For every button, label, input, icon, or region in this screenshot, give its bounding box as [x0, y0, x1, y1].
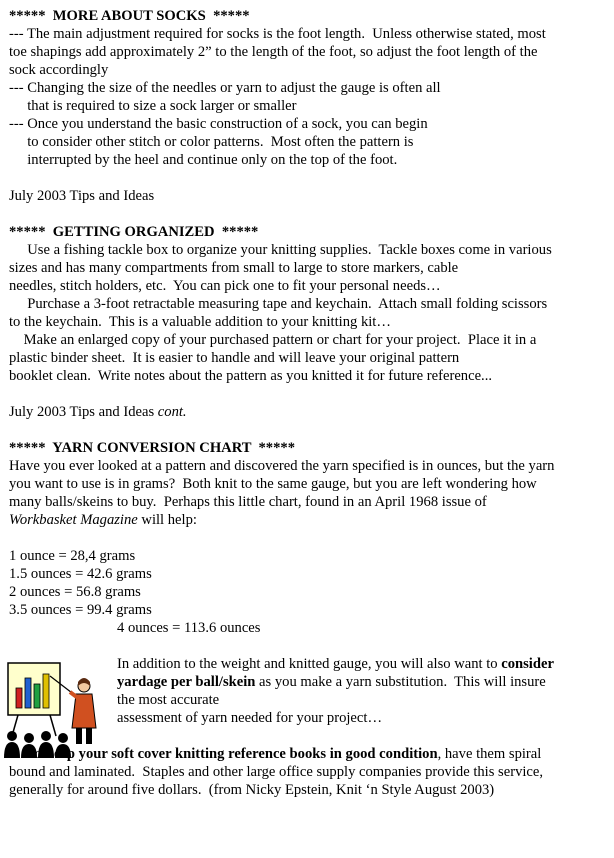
organized-line: sizes and has many compartments from small to large to store markers, cable: [9, 260, 459, 276]
books-line: bound and laminated. Staples and other large office supply companies provide this service,: [9, 764, 544, 780]
organized-line: Purchase a 3-foot retractable measuring tape and keychain. Attach small folding scissors: [9, 296, 548, 312]
books-line: [9, 745, 541, 763]
conversion-row: 4 ounces = 113.6 ounces: [117, 620, 261, 636]
presenter-chart-audience-clipart: [2, 658, 110, 758]
bar-yellow: [43, 674, 49, 708]
books-line: generally for around five dollars. (from Nicky Epstein, Knit ‘n Style August 2003): [9, 782, 495, 798]
books-bold: keep your soft cover knitting reference books in good condition: [45, 746, 438, 762]
date-line-cont: [9, 403, 187, 421]
yarn-heading: ***** YARN CONVERSION CHART *****: [9, 440, 295, 456]
socks-line: --- The main adjustment required for socks is the foot length. Unless otherwise stated, most: [9, 26, 546, 42]
bar-green: [34, 684, 40, 708]
conversion-row: 2 ounces = 56.8 grams: [9, 584, 141, 600]
addition-text: In addition to the weight and knitted gauge, you will also want to: [117, 656, 502, 672]
conversion-row: 1.5 ounces = 42.6 grams: [9, 566, 152, 582]
addition-line: the most accurate: [117, 692, 220, 708]
organized-line: Make an enlarged copy of your purchased pattern or chart for your project. Place it in a: [9, 332, 537, 348]
addition-line: [117, 655, 554, 673]
addition-line: [117, 673, 546, 691]
presenter-leg: [76, 728, 82, 744]
addition-bold: yardage per ball/skein: [117, 674, 256, 690]
socks-line: --- Once you understand the basic construction of a sock, you can begin: [9, 116, 428, 132]
addition-text: as you make a yarn substitution. This will insure: [255, 674, 546, 690]
organized-line: Use a fishing tackle box to organize your knitting supplies. Tackle boxes come in various: [9, 242, 552, 258]
yarn-line-magazine: [9, 511, 197, 529]
presenter-leg: [86, 728, 92, 744]
addition-line: assessment of yarn needed for your project…: [117, 710, 383, 726]
date-line: July 2003 Tips and Ideas: [9, 188, 155, 204]
organized-line: to the keychain. This is a valuable addition to your knitting kit…: [9, 314, 391, 330]
socks-line: sock accordingly: [9, 62, 109, 78]
socks-line: interrupted by the heel and continue only on the top of the foot.: [9, 152, 398, 168]
magazine-title: Workbasket Magazine: [9, 512, 138, 528]
presenter-body: [72, 694, 96, 728]
books-after: , have them spiral: [437, 746, 542, 762]
books-lead: To: [9, 746, 46, 762]
addition-bold: consider: [501, 656, 554, 672]
yarn-line: you want to use is in grams? Both knit to the same gauge, but you are left wondering how: [9, 476, 537, 492]
organized-line: plastic binder sheet. It is easier to handle and will leave your original pattern: [9, 350, 460, 366]
organized-line: needles, stitch holders, etc. You can pick one to fit your personal needs…: [9, 278, 441, 294]
conversion-row: 3.5 ounces = 99.4 grams: [9, 602, 152, 618]
socks-heading: ***** MORE ABOUT SOCKS *****: [9, 8, 250, 24]
magazine-after: will help:: [137, 512, 197, 528]
yarn-line: Have you ever looked at a pattern and discovered the yarn specified is in ounces, but the yarn: [9, 458, 555, 474]
bar-blue: [25, 678, 31, 708]
cont-label: cont.: [157, 404, 187, 420]
date-text: July 2003 Tips and Ideas: [9, 404, 158, 420]
socks-line: to consider other stitch or color patterns. Most often the pattern is: [9, 134, 414, 150]
yarn-line: many balls/skeins to buy. Perhaps this little chart, found in an April 1968 issue of: [9, 494, 487, 510]
organized-heading: ***** GETTING ORGANIZED *****: [9, 224, 259, 240]
bar-red: [16, 688, 22, 708]
organized-line: booklet clean. Write notes about the pattern as you knitted it for future reference...: [9, 368, 492, 384]
socks-line: toe shapings add approximately 2” to the length of the foot, so adjust the foot length of the: [9, 44, 538, 60]
socks-line: --- Changing the size of the needles or yarn to adjust the gauge is often all: [9, 80, 441, 96]
conversion-row: 1 ounce = 28,4 grams: [9, 548, 136, 564]
socks-line: that is required to size a sock larger or smaller: [9, 98, 297, 114]
